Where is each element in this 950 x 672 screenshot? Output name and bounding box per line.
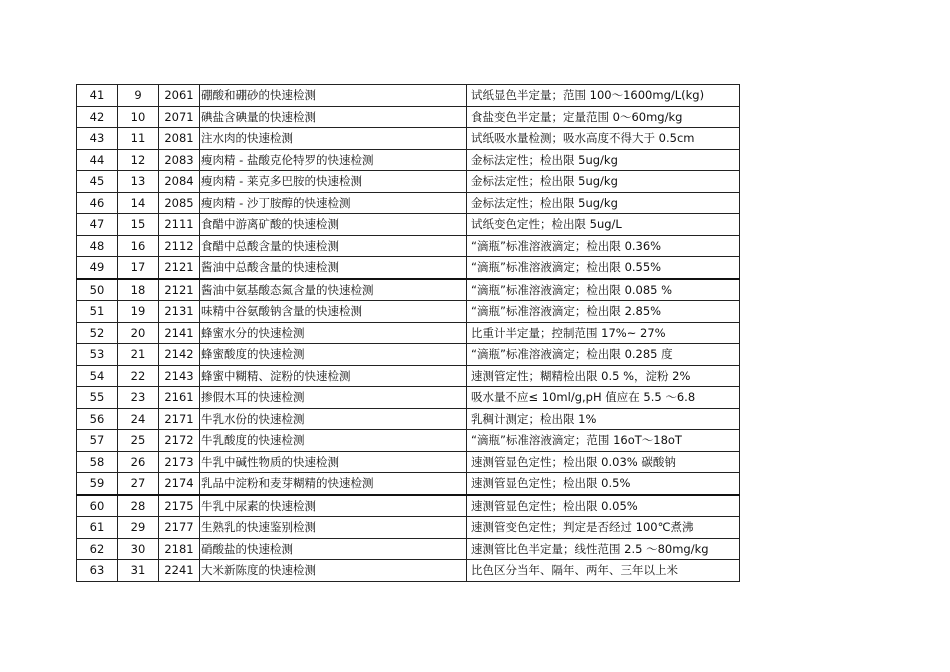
row-index-cell: 45 [77,171,118,193]
row-sequence-cell: 25 [118,430,159,452]
item-name-cell: 蜂蜜酸度的快速检测 [200,344,467,366]
table-row [77,430,740,452]
row-index-cell: 47 [77,214,118,236]
item-name-cell: 牛乳水份的快速检测 [200,408,467,430]
row-sequence-cell: 15 [118,214,159,236]
row-code-cell: 2081 [159,128,200,150]
method-description-cell: 速测管比色半定量；线性范围 2.5 ～80mg/kg [467,538,740,560]
method-description-cell: “滴瓶”标准溶液滴定；检出限 2.85% [467,301,740,323]
table-row [77,257,740,279]
row-index-cell: 41 [77,85,118,107]
method-description-cell: “滴瓶”标准溶液滴定；检出限 0.55% [467,257,740,279]
row-index-cell: 49 [77,257,118,279]
method-description-cell: 试纸显色半定量；范围 100～1600mg/L(kg) [467,85,740,107]
row-index-cell: 54 [77,365,118,387]
row-sequence-cell: 13 [118,171,159,193]
row-code-cell: 2131 [159,301,200,323]
table-row [77,85,740,107]
row-code-cell: 2084 [159,171,200,193]
item-name-cell: 酱油中氨基酸态氮含量的快速检测 [200,279,467,301]
table-row [77,344,740,366]
item-name-cell: 大米新陈度的快速检测 [200,560,467,582]
row-index-cell: 55 [77,387,118,409]
method-description-cell: 比色区分当年、隔年、两年、三年以上米 [467,560,740,582]
row-code-cell: 2171 [159,408,200,430]
row-code-cell: 2112 [159,235,200,257]
method-description-cell: 速测管变色定性；判定是否经过 100℃煮沸 [467,517,740,539]
item-name-cell: 掺假木耳的快速检测 [200,387,467,409]
row-code-cell: 2174 [159,473,200,495]
row-sequence-cell: 10 [118,106,159,128]
row-code-cell: 2181 [159,538,200,560]
table-row [77,301,740,323]
table-row [77,192,740,214]
row-sequence-cell: 26 [118,451,159,473]
row-sequence-cell: 21 [118,344,159,366]
row-index-cell: 53 [77,344,118,366]
row-sequence-cell: 14 [118,192,159,214]
table-row [77,106,740,128]
table-row [77,560,740,582]
method-description-cell: 试纸变色定性；检出限 5ug/L [467,214,740,236]
row-code-cell: 2061 [159,85,200,107]
row-code-cell: 2141 [159,322,200,344]
detection-methods-table [76,84,740,582]
row-code-cell: 2172 [159,430,200,452]
method-description-cell: 吸水量不应≤ 10ml/g,pH 值应在 5.5 ～6.8 [467,387,740,409]
row-code-cell: 2173 [159,451,200,473]
row-sequence-cell: 30 [118,538,159,560]
item-name-cell: 食醋中总酸含量的快速检测 [200,235,467,257]
method-description-cell: 速测管显色定性；检出限 0.03% 碳酸钠 [467,451,740,473]
item-name-cell: 瘦肉精 - 盐酸克伦特罗的快速检测 [200,149,467,171]
table-row [77,214,740,236]
item-name-cell: 碘盐含碘量的快速检测 [200,106,467,128]
item-name-cell: 乳品中淀粉和麦芽糊精的快速检测 [200,473,467,495]
method-description-cell: 乳稠计测定；检出限 1% [467,408,740,430]
item-name-cell: 食醋中游离矿酸的快速检测 [200,214,467,236]
row-index-cell: 59 [77,473,118,495]
item-name-cell: 瘦肉精 - 沙丁胺醇的快速检测 [200,192,467,214]
method-description-cell: 比重计半定量；控制范围 17%~ 27% [467,322,740,344]
table-row [77,387,740,409]
row-sequence-cell: 19 [118,301,159,323]
row-code-cell: 2071 [159,106,200,128]
row-code-cell: 2175 [159,495,200,517]
item-name-cell: 生熟乳的快速鉴别检测 [200,517,467,539]
row-sequence-cell: 23 [118,387,159,409]
table-row [77,365,740,387]
row-sequence-cell: 11 [118,128,159,150]
method-description-cell: 金标法定性；检出限 5ug/kg [467,149,740,171]
row-code-cell: 2177 [159,517,200,539]
table-row [77,495,740,517]
method-description-cell: “滴瓶”标准溶液滴定；检出限 0.085 % [467,279,740,301]
table-row [77,171,740,193]
item-name-cell: 硝酸盐的快速检测 [200,538,467,560]
item-name-cell: 牛乳中碱性物质的快速检测 [200,451,467,473]
row-code-cell: 2143 [159,365,200,387]
table-row [77,451,740,473]
table-row [77,473,740,495]
row-code-cell: 2085 [159,192,200,214]
row-sequence-cell: 24 [118,408,159,430]
item-name-cell: 牛乳中尿素的快速检测 [200,495,467,517]
row-sequence-cell: 31 [118,560,159,582]
table-row [77,128,740,150]
method-description-cell: 金标法定性；检出限 5ug/kg [467,192,740,214]
table-row [77,408,740,430]
row-index-cell: 51 [77,301,118,323]
row-index-cell: 50 [77,279,118,301]
method-description-cell: 速测管显色定性；检出限 0.05% [467,495,740,517]
row-index-cell: 58 [77,451,118,473]
row-code-cell: 2241 [159,560,200,582]
row-sequence-cell: 20 [118,322,159,344]
row-index-cell: 46 [77,192,118,214]
row-code-cell: 2111 [159,214,200,236]
row-code-cell: 2121 [159,257,200,279]
table-row [77,517,740,539]
row-code-cell: 2142 [159,344,200,366]
row-index-cell: 52 [77,322,118,344]
item-name-cell: 瘦肉精 - 莱克多巴胺的快速检测 [200,171,467,193]
item-name-cell: 味精中谷氨酸钠含量的快速检测 [200,301,467,323]
item-name-cell: 注水肉的快速检测 [200,128,467,150]
row-index-cell: 44 [77,149,118,171]
row-index-cell: 63 [77,560,118,582]
row-sequence-cell: 9 [118,85,159,107]
table-row [77,149,740,171]
method-description-cell: 速测管显色定性；检出限 0.5% [467,473,740,495]
method-description-cell: “滴瓶”标准溶液滴定；检出限 0.36% [467,235,740,257]
row-index-cell: 57 [77,430,118,452]
row-sequence-cell: 16 [118,235,159,257]
item-name-cell: 牛乳酸度的快速检测 [200,430,467,452]
row-index-cell: 62 [77,538,118,560]
row-sequence-cell: 18 [118,279,159,301]
row-index-cell: 43 [77,128,118,150]
table-row [77,322,740,344]
row-sequence-cell: 28 [118,495,159,517]
item-name-cell: 蜂蜜水分的快速检测 [200,322,467,344]
row-code-cell: 2161 [159,387,200,409]
row-code-cell: 2083 [159,149,200,171]
row-sequence-cell: 17 [118,257,159,279]
item-name-cell: 硼酸和硼砂的快速检测 [200,85,467,107]
method-description-cell: 金标法定性；检出限 5ug/kg [467,171,740,193]
row-code-cell: 2121 [159,279,200,301]
table-row [77,279,740,301]
item-name-cell: 蜂蜜中糊精、淀粉的快速检测 [200,365,467,387]
row-index-cell: 42 [77,106,118,128]
row-index-cell: 60 [77,495,118,517]
method-description-cell: 试纸吸水量检测；吸水高度不得大于 0.5cm [467,128,740,150]
row-sequence-cell: 29 [118,517,159,539]
row-sequence-cell: 27 [118,473,159,495]
row-index-cell: 61 [77,517,118,539]
method-description-cell: “滴瓶”标准溶液滴定；范围 16oT～18oT [467,430,740,452]
table-row [77,538,740,560]
method-description-cell: 速测管定性；糊精检出限 0.5 %，淀粉 2% [467,365,740,387]
row-sequence-cell: 22 [118,365,159,387]
row-sequence-cell: 12 [118,149,159,171]
row-index-cell: 56 [77,408,118,430]
table-body [77,85,740,582]
method-description-cell: “滴瓶”标准溶液滴定；检出限 0.285 度 [467,344,740,366]
row-index-cell: 48 [77,235,118,257]
table-row [77,235,740,257]
detection-methods-table-container [76,84,740,582]
method-description-cell: 食盐变色半定量；定量范围 0～60mg/kg [467,106,740,128]
item-name-cell: 酱油中总酸含量的快速检测 [200,257,467,279]
